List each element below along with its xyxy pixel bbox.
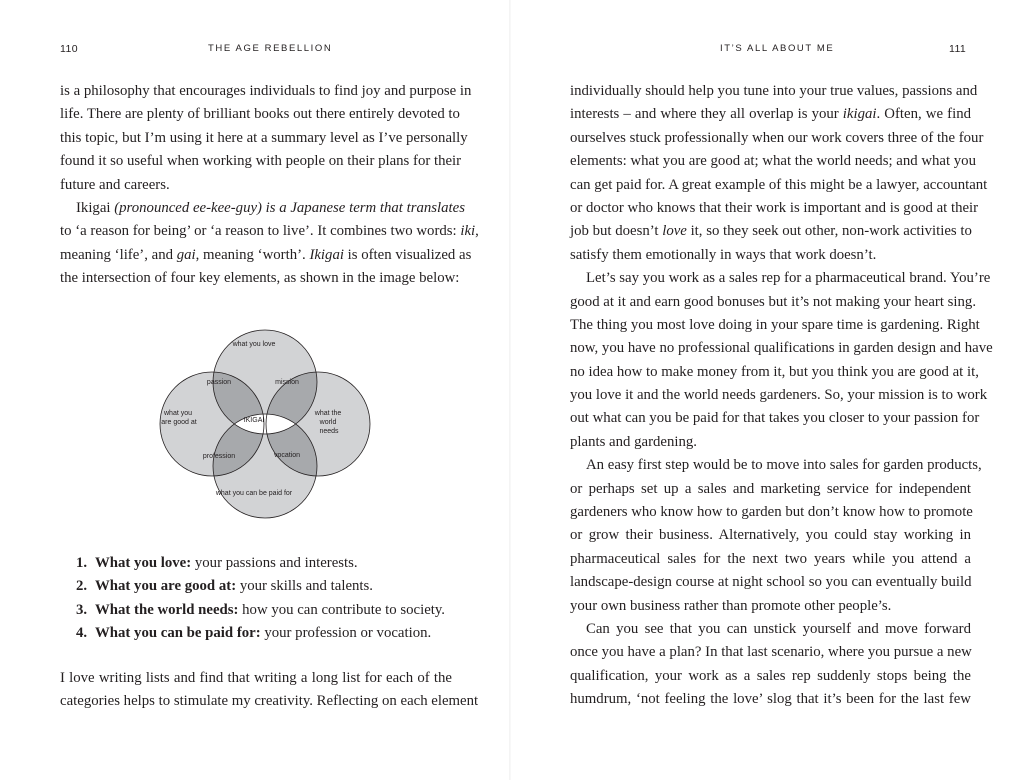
text-line: An easy first step would be to move into sales for garden products, xyxy=(586,457,982,474)
text-line: can get paid for. A great example of this might be a lawyer, accountant xyxy=(570,176,988,193)
list-term: What you are good at: xyxy=(95,578,237,595)
label-vocation: vocation xyxy=(273,452,301,459)
label-top-line-1: what you love xyxy=(232,341,276,348)
text-line: or doctor who knows that their work is important and is good at their xyxy=(570,199,979,216)
body-text xyxy=(570,80,993,712)
list-desc: your profession or vocation. xyxy=(260,625,432,642)
list-number: 4. xyxy=(76,625,88,642)
text-line: or grow their business. Alternatively, you could stay working in xyxy=(570,527,971,544)
body-text xyxy=(60,80,479,291)
text-line: Let’s say you work as a sales rep for a pharmaceutical brand. You’re xyxy=(586,270,991,287)
emphasis: gai xyxy=(176,246,196,263)
right-page xyxy=(510,0,1020,780)
label-bottom-line-1: what you can be paid for xyxy=(215,490,293,497)
list-term: What you love: xyxy=(95,555,192,571)
ikigai-venn-diagram xyxy=(150,320,380,542)
text-line: good at it and earn good bonuses but it’s not making your heart sing. xyxy=(570,293,977,310)
text-line: individually should help you tune into your true values, passions and xyxy=(570,83,978,99)
running-head: THE AGE REBELLION xyxy=(208,43,333,54)
text-line: The thing you most love doing in your spare time is gardening. Right xyxy=(570,316,980,333)
text-line: future and careers. xyxy=(60,176,170,193)
text-line: is a philosophy that encourages individuals to find joy and purpose in xyxy=(60,83,472,99)
text-line: found it so useful when working with people on their plans for their xyxy=(60,153,462,170)
text-line: once you have a plan? In that last scenario, where you pursue a new xyxy=(570,644,972,661)
list-number: 3. xyxy=(76,601,88,618)
text-line: ourselves stuck professionally when our work covers three of the four xyxy=(570,129,984,146)
list-number: 1. xyxy=(76,555,88,571)
label-left-line-2: are good at xyxy=(161,419,197,426)
page-number: 111 xyxy=(949,43,967,55)
text-line: landscape-design course at night school so you can eventually build xyxy=(570,574,972,591)
page-number: 110 xyxy=(60,43,78,55)
list-item xyxy=(76,622,476,645)
text-line: you love it and the world needs gardeners. So, your mission is to work xyxy=(570,387,988,404)
emphasis: Ikigai xyxy=(309,246,344,263)
emphasis: love xyxy=(662,223,687,240)
text-line: pharmaceutical sales for the next two years while you attend a xyxy=(570,550,971,567)
paragraph xyxy=(570,80,988,267)
list-number: 2. xyxy=(76,578,88,595)
text-line: meaning ‘life’, and gai, meaning ‘worth’. Ikigai is often visualized as xyxy=(60,246,472,263)
text-line: life. There are plenty of brilliant books out there entirely devoted to xyxy=(60,106,460,123)
list-item xyxy=(76,552,476,575)
label-mission: mission xyxy=(275,379,299,386)
ikigai-elements-list xyxy=(76,552,476,646)
label-bottom xyxy=(215,490,293,497)
text-line: elements: what you are good at; what the world needs; and what you xyxy=(570,153,976,170)
label-right-line-3: needs xyxy=(319,428,339,435)
text-line: I love writing lists and find that writing a long list for each of the xyxy=(60,670,452,686)
list-item xyxy=(76,575,476,598)
text-line: qualification, your work as a sales rep suddenly stops being the xyxy=(570,667,971,684)
text-line: to ‘a reason for being’ or ‘a reason to live’. It combines two words: iki, xyxy=(60,223,479,240)
text-line: now, you have no professional qualifications in garden design and have xyxy=(570,340,993,357)
emphasis: (pronounced ee-kee-guy) is a Japanese term that translates xyxy=(110,199,465,216)
emphasis: ikigai xyxy=(842,106,877,123)
closing-paragraph xyxy=(60,667,479,714)
paragraph xyxy=(60,197,479,291)
label-right-line-1: what the xyxy=(314,410,342,417)
emphasis: iki xyxy=(460,223,476,240)
list-desc: your skills and talents. xyxy=(236,578,373,595)
text-line: gardeners who know how to garden but don’t know how to promote xyxy=(570,504,973,521)
label-right-line-2: world xyxy=(319,419,337,426)
list-term: What the world needs: xyxy=(95,601,239,618)
label-left-line-1: what you xyxy=(164,410,193,417)
label-ikigai: IKIGAI xyxy=(243,417,265,424)
text-line: no idea how to make money from it, but you think you are good at it, xyxy=(570,363,979,380)
text-line: categories helps to stimulate my creativity. Reflecting on each element xyxy=(60,693,479,710)
text-line: humdrum, ‘not feeling the love’ slog that it’s been for the last few xyxy=(570,691,971,708)
text-line: the intersection of four key elements, as shown in the image below: xyxy=(60,270,460,287)
text-line: Can you see that you can unstick yourself and move forward xyxy=(586,620,971,637)
label-top xyxy=(232,341,276,348)
text-line: satisfy them emotionally in ways that work doesn’t. xyxy=(570,246,877,263)
text-line: Ikigai (pronounced ee-kee-guy) is a Japanese term that translates xyxy=(76,199,465,216)
list-term: What you can be paid for: xyxy=(95,625,261,642)
list-desc: your passions and interests. xyxy=(191,555,358,571)
text-line: this topic, but I’m using it here at a summary level as I’ve personally xyxy=(60,129,468,146)
text-line: job but doesn’t love it, so they seek out other, non-work activities to xyxy=(570,223,972,240)
text-line: plants and gardening. xyxy=(570,433,697,450)
text-line: your own business rather than promote other people’s. xyxy=(570,597,892,614)
paragraph xyxy=(570,618,971,712)
list-item xyxy=(76,599,476,622)
label-passion: passion xyxy=(206,379,232,386)
paragraph xyxy=(570,454,982,618)
list-desc: how you can contribute to society. xyxy=(238,601,446,618)
running-head: IT’S ALL ABOUT ME xyxy=(720,43,835,54)
paragraph xyxy=(570,267,993,454)
text-line: out what can you be paid for that takes you closer to your passion for xyxy=(570,410,980,427)
text-line: or perhaps set up a sales and marketing service for independent xyxy=(570,480,971,497)
paragraph xyxy=(60,80,472,197)
label-profession: profession xyxy=(202,453,236,460)
text-line: interests – and where they all overlap is your ikigai. Often, we find xyxy=(570,106,971,123)
